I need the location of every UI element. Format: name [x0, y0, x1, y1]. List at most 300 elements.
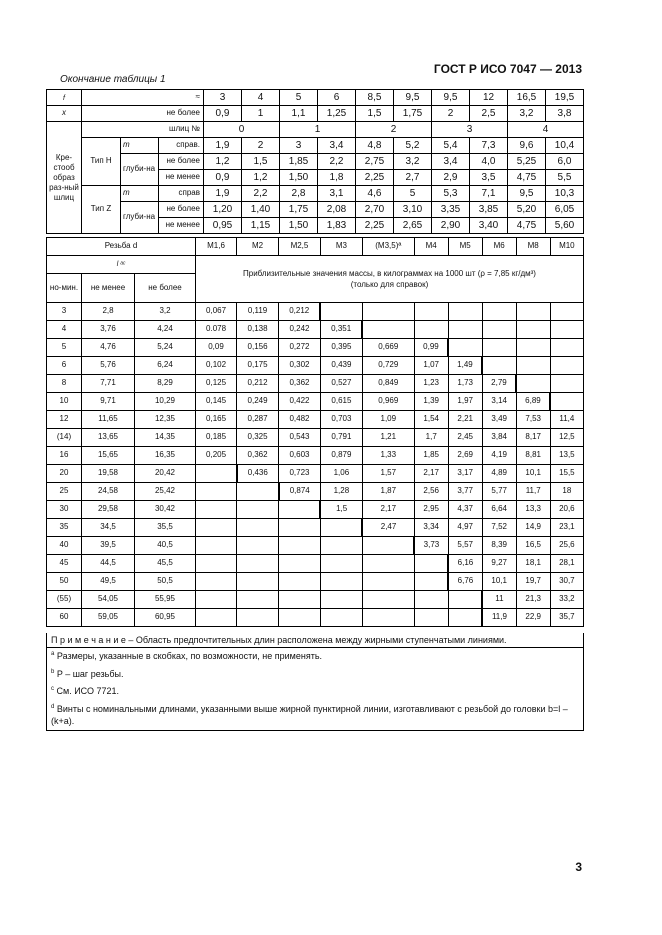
- length-min: 59,05: [82, 609, 135, 627]
- f-value: 3: [204, 90, 242, 106]
- mass-value: 6,16: [448, 555, 482, 573]
- mass-value: 0,99: [414, 339, 448, 357]
- length-nominal: 35: [47, 519, 82, 537]
- z-m-value: 1,9: [204, 186, 242, 202]
- mass-value: 1,7: [414, 429, 448, 447]
- mass-value: 0,422: [279, 393, 321, 411]
- f-row: [47, 90, 584, 106]
- length-min: 13,65: [82, 429, 135, 447]
- length-nominal: 6: [47, 357, 82, 375]
- mass-value: 0,138: [237, 321, 279, 339]
- f-value: 9,5: [432, 90, 470, 106]
- mass-value: 0,362: [279, 375, 321, 393]
- mass-value: 0,362: [237, 447, 279, 465]
- thread-size: M5: [448, 238, 482, 256]
- mass-value: 16,5: [516, 537, 550, 555]
- max-label: не более: [159, 202, 204, 218]
- mass-value: [414, 591, 448, 609]
- length-nominal: 30: [47, 501, 82, 519]
- x-value: 1,25: [318, 106, 356, 122]
- mass-value: [237, 501, 279, 519]
- mass-value: 7,52: [482, 519, 516, 537]
- thread-size: M4: [414, 238, 448, 256]
- footnote-mark: c: [51, 686, 54, 693]
- mass-value: [279, 537, 321, 555]
- z-max-value: 3,85: [470, 202, 508, 218]
- length-min: 15,65: [82, 447, 135, 465]
- cross-slot-label: Кре-стооб образ раз-ный шлиц: [47, 122, 82, 234]
- mass-value: 0,119: [237, 303, 279, 321]
- mass-value: [516, 357, 550, 375]
- h-max-value: 4,0: [470, 154, 508, 170]
- mass-row: [47, 537, 584, 555]
- slot-number: 0: [204, 122, 280, 138]
- length-nominal: 25: [47, 483, 82, 501]
- mass-value: 2,45: [448, 429, 482, 447]
- mass-row: [47, 447, 584, 465]
- z-min-value: 1,50: [280, 218, 318, 234]
- mass-row: [47, 393, 584, 411]
- mass-value: 4,89: [482, 465, 516, 483]
- thread-size: M2: [237, 238, 279, 256]
- mass-value: 4,37: [448, 501, 482, 519]
- length-max: 8,29: [135, 375, 196, 393]
- length-nominal: 10: [47, 393, 82, 411]
- mass-value: 1,07: [414, 357, 448, 375]
- f-value: 4: [242, 90, 280, 106]
- mass-row: [47, 321, 584, 339]
- mass-value: 6,76: [448, 573, 482, 591]
- mass-value: 0,482: [279, 411, 321, 429]
- mass-value: [196, 519, 237, 537]
- z-min-value: 1,15: [242, 218, 280, 234]
- type-z-m-row: [47, 186, 584, 202]
- mass-value: 20,6: [550, 501, 583, 519]
- footnote-d: [47, 701, 583, 730]
- h-min-value: 5,5: [546, 170, 584, 186]
- mass-value: [414, 321, 448, 339]
- note-text: П р и м е ч а н и е – Область предпочтительных длин расположена между жирными ступенчатыми линиями.: [47, 633, 583, 648]
- f-value: 16,5: [508, 90, 546, 106]
- mass-row: [47, 357, 584, 375]
- thread-size: M10: [550, 238, 583, 256]
- h-m-value: 9,6: [508, 138, 546, 154]
- mass-value: [414, 303, 448, 321]
- mass-value: 0,615: [320, 393, 362, 411]
- h-m-value: 2: [242, 138, 280, 154]
- length-nominal: 40: [47, 537, 82, 555]
- length-min: 34,5: [82, 519, 135, 537]
- length-min: 4,76: [82, 339, 135, 357]
- mass-value: [550, 357, 583, 375]
- mass-value: [279, 573, 321, 591]
- length-max: 3,2: [135, 303, 196, 321]
- table-caption: Окончание таблицы 1: [60, 74, 166, 85]
- mass-value: 0,395: [320, 339, 362, 357]
- mass-value: 30,7: [550, 573, 583, 591]
- f-label: f: [63, 95, 65, 102]
- mass-value: 18: [550, 483, 583, 501]
- mass-value: 0,351: [320, 321, 362, 339]
- footnote-a: [47, 648, 583, 666]
- z-m-value: 5,3: [432, 186, 470, 202]
- mass-value: 19,7: [516, 573, 550, 591]
- length-max: 16,35: [135, 447, 196, 465]
- mass-value: [196, 501, 237, 519]
- mass-value: 8,17: [516, 429, 550, 447]
- mass-value: 5,57: [448, 537, 482, 555]
- mass-value: 0,272: [279, 339, 321, 357]
- h-min-value: 2,9: [432, 170, 470, 186]
- mass-value: 1,5: [320, 501, 362, 519]
- mass-note-line2: (только для справок): [350, 280, 429, 289]
- mass-row: [47, 609, 584, 627]
- mass-value: [237, 519, 279, 537]
- mass-value: [362, 573, 414, 591]
- mass-value: 4,19: [482, 447, 516, 465]
- mass-value: [550, 339, 583, 357]
- mass-value: 0,212: [279, 303, 321, 321]
- x-row: [47, 106, 584, 122]
- m-label: m: [121, 138, 159, 154]
- h-max-value: 5,25: [508, 154, 546, 170]
- mass-value: 10,1: [482, 573, 516, 591]
- mass-value: [196, 483, 237, 501]
- type-z-label: Тип Z: [82, 186, 121, 234]
- mass-value: [320, 573, 362, 591]
- mass-value: 3,14: [482, 393, 516, 411]
- x-value: 2: [432, 106, 470, 122]
- mass-value: 0,669: [362, 339, 414, 357]
- m-label: m: [121, 186, 159, 202]
- mass-value: [482, 321, 516, 339]
- z-min-value: 4,75: [508, 218, 546, 234]
- length-max: 12,35: [135, 411, 196, 429]
- standard-title: ГОСТ Р ИСО 7047 — 2013: [433, 62, 582, 76]
- mass-value: 2,47: [362, 519, 414, 537]
- mass-value: [482, 357, 516, 375]
- h-m-value: 3: [280, 138, 318, 154]
- mass-value: 1,49: [448, 357, 482, 375]
- mass-value: 5,77: [482, 483, 516, 501]
- mass-value: 2,17: [362, 501, 414, 519]
- mass-value: 2,56: [414, 483, 448, 501]
- mass-value: 3,77: [448, 483, 482, 501]
- ref-label: справ: [159, 186, 204, 202]
- min-header: не менее: [82, 274, 135, 303]
- length-nominal: 45: [47, 555, 82, 573]
- approx-sign: ≈: [82, 90, 204, 106]
- length-max: 35,5: [135, 519, 196, 537]
- h-max-value: 1,85: [280, 154, 318, 170]
- length-max: 60,95: [135, 609, 196, 627]
- mass-row: [47, 573, 584, 591]
- mass-value: 2,95: [414, 501, 448, 519]
- notes-box: [46, 633, 584, 731]
- mass-value: 1,33: [362, 447, 414, 465]
- h-min-value: 2,7: [394, 170, 432, 186]
- f-value: 8,5: [356, 90, 394, 106]
- mass-value: [362, 609, 414, 627]
- mass-value: 0,102: [196, 357, 237, 375]
- mass-value: [482, 303, 516, 321]
- length-max: 14,35: [135, 429, 196, 447]
- mass-value: [196, 609, 237, 627]
- mass-value: 15,5: [550, 465, 583, 483]
- z-min-value: 2,25: [356, 218, 394, 234]
- ref-label: справ.: [159, 138, 204, 154]
- thread-size: M3: [320, 238, 362, 256]
- x-value: 3,8: [546, 106, 584, 122]
- mass-value: [320, 303, 362, 321]
- mass-value: 0,879: [320, 447, 362, 465]
- mass-value: [279, 609, 321, 627]
- slot-label: шлиц №: [82, 122, 204, 138]
- footnote-mark: a: [51, 651, 55, 657]
- h-min-value: 4,75: [508, 170, 546, 186]
- mass-value: 11,7: [516, 483, 550, 501]
- mass-value: [414, 573, 448, 591]
- x-note: не более: [82, 106, 204, 122]
- mass-value: [550, 321, 583, 339]
- mass-value: [320, 591, 362, 609]
- mass-value: [362, 591, 414, 609]
- mass-row: [47, 429, 584, 447]
- mass-value: [516, 303, 550, 321]
- mass-value: [279, 501, 321, 519]
- mass-value: 0,729: [362, 357, 414, 375]
- mass-value: 0,603: [279, 447, 321, 465]
- length-nominal: 8: [47, 375, 82, 393]
- mass-value: [320, 609, 362, 627]
- mass-value: [320, 555, 362, 573]
- mass-value: 0,242: [279, 321, 321, 339]
- mass-value: 0,125: [196, 375, 237, 393]
- mass-value: 3,49: [482, 411, 516, 429]
- mass-value: 1,57: [362, 465, 414, 483]
- x-value: 2,5: [470, 106, 508, 122]
- thread-size: M2,5: [279, 238, 321, 256]
- mass-value: [448, 591, 482, 609]
- h-max-value: 2,2: [318, 154, 356, 170]
- mass-value: [196, 465, 237, 483]
- mass-value: 1,09: [362, 411, 414, 429]
- dimensions-table: [46, 89, 584, 234]
- x-value: 1,75: [394, 106, 432, 122]
- mass-value: 0,165: [196, 411, 237, 429]
- length-min: 49,5: [82, 573, 135, 591]
- mass-value: 10,1: [516, 465, 550, 483]
- length-max: 5,24: [135, 339, 196, 357]
- mass-value: 0,145: [196, 393, 237, 411]
- h-m-value: 5,4: [432, 138, 470, 154]
- mass-value: 2,17: [414, 465, 448, 483]
- length-max: 45,5: [135, 555, 196, 573]
- mass-value: 0,874: [279, 483, 321, 501]
- thread-size: M1,6: [196, 238, 237, 256]
- x-value: 0,9: [204, 106, 242, 122]
- z-min-value: 3,40: [470, 218, 508, 234]
- type-h-label: Тип H: [82, 138, 121, 186]
- h-m-value: 4,8: [356, 138, 394, 154]
- mass-row: [47, 339, 584, 357]
- h-max-value: 6,0: [546, 154, 584, 170]
- mass-value: 1,73: [448, 375, 482, 393]
- mass-value: [196, 591, 237, 609]
- mass-value: [482, 339, 516, 357]
- z-max-value: 1,20: [204, 202, 242, 218]
- mass-value: 1,39: [414, 393, 448, 411]
- mass-row: [47, 555, 584, 573]
- f-value: 12: [470, 90, 508, 106]
- mass-value: 22,9: [516, 609, 550, 627]
- length-max: 40,5: [135, 537, 196, 555]
- z-max-value: 2,08: [318, 202, 356, 218]
- mass-value: 1,97: [448, 393, 482, 411]
- slot-number: 2: [356, 122, 432, 138]
- z-min-value: 5,60: [546, 218, 584, 234]
- h-min-value: 1,8: [318, 170, 356, 186]
- length-nominal: 60: [47, 609, 82, 627]
- z-max-value: 3,10: [394, 202, 432, 218]
- length-min: 44,5: [82, 555, 135, 573]
- z-min-value: 0,95: [204, 218, 242, 234]
- mass-value: [516, 375, 550, 393]
- z-m-value: 9,5: [508, 186, 546, 202]
- mass-value: 0,175: [237, 357, 279, 375]
- mass-value: [237, 555, 279, 573]
- footnote-mark: d: [51, 704, 55, 711]
- mass-value: 0,212: [237, 375, 279, 393]
- z-m-value: 7,1: [470, 186, 508, 202]
- page-number: 3: [575, 860, 582, 874]
- mass-value: 33,2: [550, 591, 583, 609]
- mass-value: 0.078: [196, 321, 237, 339]
- mass-value: [516, 339, 550, 357]
- depth-label: глуби-на: [121, 154, 159, 186]
- mass-value: [362, 303, 414, 321]
- mass-value: [237, 591, 279, 609]
- mass-value: [414, 555, 448, 573]
- mass-value: 0,185: [196, 429, 237, 447]
- footnote-text: Размеры, указанные в скобках, по возможности, не применять.: [56, 651, 323, 661]
- length-header-row: [47, 256, 584, 274]
- mass-value: 14,9: [516, 519, 550, 537]
- mass-row: [47, 501, 584, 519]
- mass-row: [47, 519, 584, 537]
- footnote-text: См. ИСО 7721.: [56, 686, 119, 697]
- mass-value: 18,1: [516, 555, 550, 573]
- length-nominal: 4: [47, 321, 82, 339]
- length-nominal: 3: [47, 303, 82, 321]
- mass-value: 7,53: [516, 411, 550, 429]
- mass-value: [362, 321, 414, 339]
- h-m-value: 5,2: [394, 138, 432, 154]
- mass-value: [237, 609, 279, 627]
- length-max: 30,42: [135, 501, 196, 519]
- h-min-value: 0,9: [204, 170, 242, 186]
- mass-value: [550, 303, 583, 321]
- mass-value: [279, 519, 321, 537]
- z-max-value: 5,20: [508, 202, 546, 218]
- mass-value: 0,791: [320, 429, 362, 447]
- mass-value: 2,79: [482, 375, 516, 393]
- mass-value: [448, 609, 482, 627]
- mass-value: 0,287: [237, 411, 279, 429]
- mass-value: 3,84: [482, 429, 516, 447]
- mass-row: [47, 483, 584, 501]
- mass-value: 0,156: [237, 339, 279, 357]
- depth-label: глуби-на: [121, 202, 159, 234]
- mass-value: 3,73: [414, 537, 448, 555]
- mass-value: 11: [482, 591, 516, 609]
- h-max-value: 1,5: [242, 154, 280, 170]
- length-nominal: 16: [47, 447, 82, 465]
- mass-value: 0,849: [362, 375, 414, 393]
- mass-value: 0,325: [237, 429, 279, 447]
- mass-value: 0,439: [320, 357, 362, 375]
- footnote-mark: b: [51, 668, 55, 675]
- length-min: 2,8: [82, 303, 135, 321]
- f-value: 5: [280, 90, 318, 106]
- mass-value: [196, 573, 237, 591]
- mass-value: 1,54: [414, 411, 448, 429]
- mass-value: 1,21: [362, 429, 414, 447]
- length-max: 55,95: [135, 591, 196, 609]
- min-label: не менее: [159, 170, 204, 186]
- mass-value: 35,7: [550, 609, 583, 627]
- f-value: 19,5: [546, 90, 584, 106]
- length-nominal: 12: [47, 411, 82, 429]
- mass-value: [414, 609, 448, 627]
- x-value: 1: [242, 106, 280, 122]
- length-min: 24,58: [82, 483, 135, 501]
- mass-row: [47, 465, 584, 483]
- mass-value: 8,81: [516, 447, 550, 465]
- mass-value: 25,6: [550, 537, 583, 555]
- h-max-value: 3,4: [432, 154, 470, 170]
- length-max: 50,5: [135, 573, 196, 591]
- min-label: не менее: [159, 218, 204, 234]
- h-max-value: 3,2: [394, 154, 432, 170]
- thread-size: (M3,5)ª: [362, 238, 414, 256]
- h-min-value: 1,2: [242, 170, 280, 186]
- z-max-value: 1,40: [242, 202, 280, 218]
- type-h-max-row: [47, 154, 584, 170]
- mass-value: [237, 483, 279, 501]
- length-min: 5,76: [82, 357, 135, 375]
- mass-table: [46, 237, 584, 627]
- length-min: 54,05: [82, 591, 135, 609]
- mass-value: 3,17: [448, 465, 482, 483]
- length-min: 19,58: [82, 465, 135, 483]
- mass-value: 1,28: [320, 483, 362, 501]
- mass-value: 1,85: [414, 447, 448, 465]
- mass-value: 9,27: [482, 555, 516, 573]
- length-min: 11,65: [82, 411, 135, 429]
- x-value: 3,2: [508, 106, 546, 122]
- mass-value: 1,23: [414, 375, 448, 393]
- mass-row: [47, 303, 584, 321]
- type-z-max-row: [47, 202, 584, 218]
- footnote-text: P – шаг резьбы.: [56, 668, 124, 679]
- z-max-value: 2,70: [356, 202, 394, 218]
- mass-value: 0,249: [237, 393, 279, 411]
- footnote-text: Винты с номинальными длинами, указанными выше жирной пунктирной линии, изготавливают с резьбой до головки b=l – (k+a).: [51, 704, 568, 726]
- z-min-value: 2,90: [432, 218, 470, 234]
- h-m-value: 1,9: [204, 138, 242, 154]
- mass-note-line1: Приблизительные значения массы, в килограммах на 1000 шт (ρ = 7,85 кг/дм³): [243, 268, 536, 278]
